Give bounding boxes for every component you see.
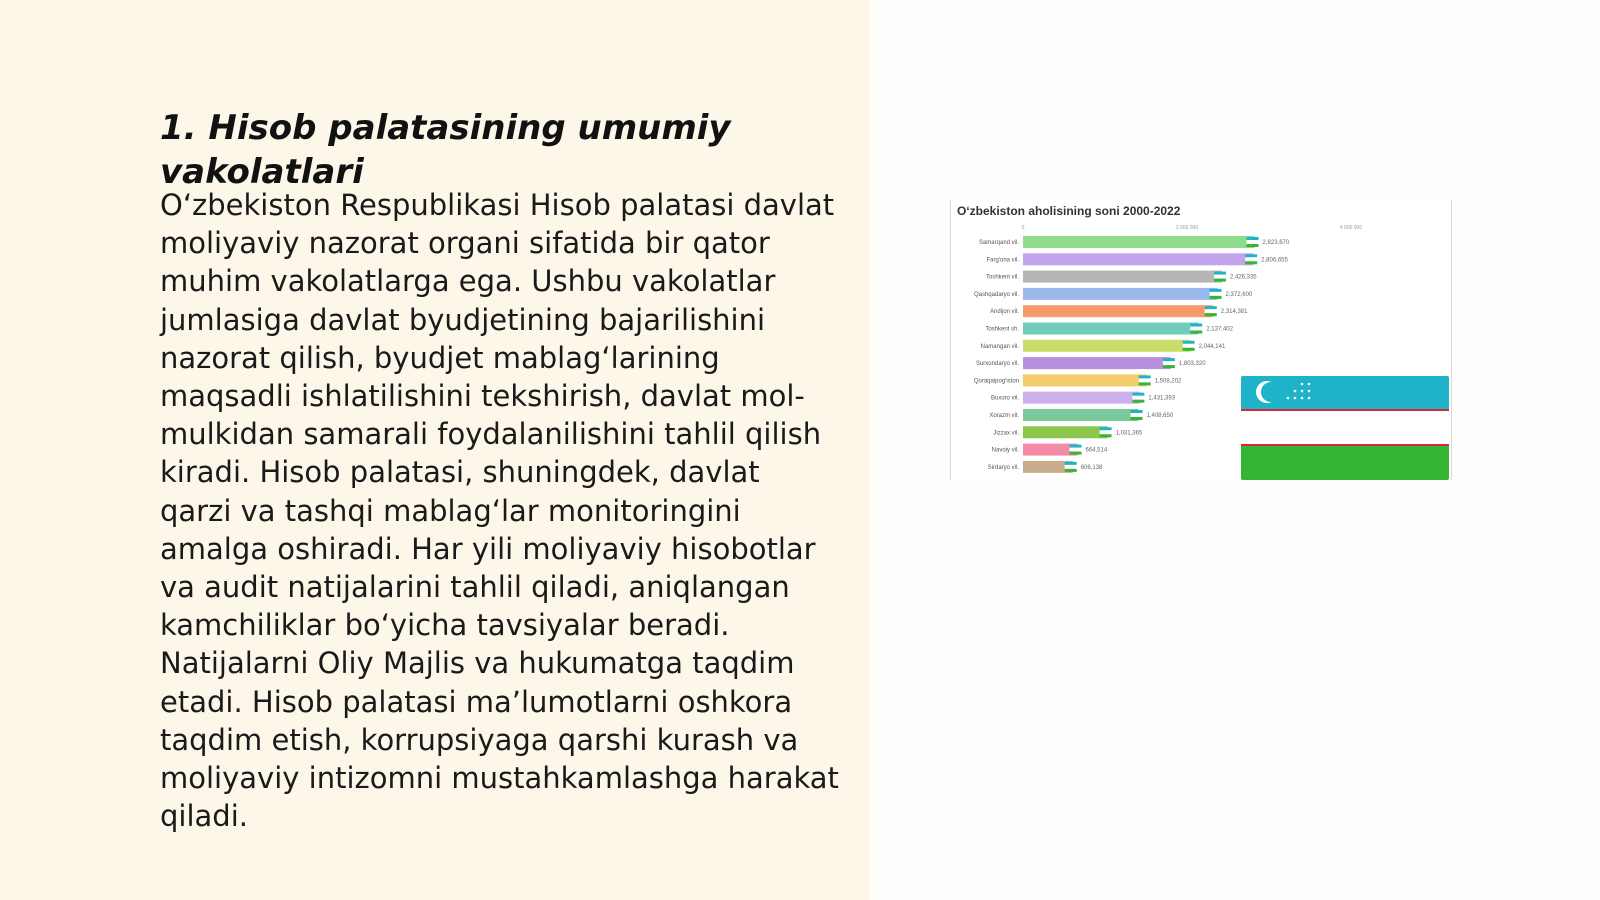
flag-star-icon [1287, 397, 1290, 400]
bar [1023, 444, 1077, 456]
chart-title: O‘zbekiston aholisining soni 2000-2022 [957, 204, 1181, 218]
category-label: Namangan vil. [980, 343, 1019, 350]
slide-heading: 1. Hisob palatasining umumiy vakolatlari [160, 108, 731, 192]
value-label: 664,514 [1085, 447, 1108, 454]
bar [1023, 426, 1108, 438]
flag-star-icon [1294, 397, 1297, 400]
value-label: 1,508,202 [1154, 378, 1182, 385]
bar [1023, 409, 1139, 421]
flag-star-icon [1294, 390, 1297, 393]
category-label: Toshkent vil. [985, 274, 1019, 281]
flag-badge-icon [1214, 272, 1226, 282]
value-label: 2,823,670 [1262, 240, 1290, 246]
value-label: 1,408,650 [1146, 413, 1174, 419]
x-tick-label: 2 000 000 [1175, 225, 1199, 231]
category-label: Samarqand vil. [978, 240, 1019, 246]
flag-badge-icon [1132, 393, 1144, 403]
category-label: Andijon vil. [989, 309, 1019, 316]
flag-star-icon [1301, 383, 1304, 386]
category-label: Qoraqalpog'iston [973, 378, 1019, 385]
category-label: Xorazm vil. [989, 413, 1019, 419]
value-label: 2,372,600 [1225, 291, 1253, 298]
flag-badge-icon [1069, 445, 1081, 455]
bar [1023, 340, 1191, 352]
bar [1023, 357, 1171, 369]
flag-badge-icon [1205, 306, 1217, 316]
category-label: Farg'ona vil. [986, 257, 1019, 264]
flag-badge-icon [1139, 375, 1151, 385]
uzbekistan-flag [1241, 376, 1449, 480]
flag-star-icon [1301, 390, 1304, 393]
population-chart-image [950, 200, 1452, 480]
slide-body-text: O‘zbekiston Respublikasi Hisob palatasi davlat moliyaviy nazorat organi sifatida bir qator muhim vakolatlarga ega. Ushbu vakolatlar jumlasiga davlat byudjetining bajarilishini nazorat qilish, byudjet mablag‘larining maqsadli ishlatilishini tekshirish, davlat mol-mulkidan samarali foydalanilishini tahlil qilish kiradi. Hisob palatasi, shuningdek, davlat qarzi va tashqi mablag‘lar monitoringini amalga oshiradi. Har yili moliyaviy hisobotlar va audit natijalarini tahlil qiladi, aniqlangan kamchiliklar bo‘yicha tavsiyalar beradi. Natijalarni Oliy Majlis va hukumatga taqdim etadi. Hisob palatasi ma’lumotlarni oshkora taqdim etish, korrupsiyaga qarshi kurash va moliyaviy intizomni mustahkamlashga harakat qiladi. [160, 188, 839, 834]
flag-badge-icon [1065, 462, 1077, 472]
bar [1023, 253, 1253, 265]
bar [1023, 288, 1218, 300]
value-label: 1,803,320 [1178, 361, 1206, 368]
bar [1023, 374, 1147, 386]
category-label: Surxondaryo vil. [975, 361, 1019, 368]
flag-badge-icon [1163, 358, 1175, 368]
category-label: Qashqadaryo vil. [973, 291, 1019, 298]
value-label: 1,031,365 [1115, 430, 1143, 437]
flag-crescent-stars-icon [1241, 376, 1341, 409]
value-label: 2,314,381 [1220, 309, 1248, 316]
x-tick-label: 0 [1021, 225, 1025, 231]
flag-badge-icon [1183, 341, 1195, 351]
category-label: Toshkent sh. [985, 326, 1019, 333]
bar [1023, 305, 1213, 317]
category-label: Jizzax vil. [993, 430, 1019, 437]
bar [1023, 271, 1222, 283]
flag-badge-icon [1100, 427, 1112, 437]
value-label: 2,806,655 [1261, 257, 1288, 264]
flag-star-icon [1308, 397, 1311, 400]
flag-badge-icon [1210, 289, 1222, 299]
value-label: 2,137,402 [1206, 326, 1233, 333]
flag-star-icon [1308, 383, 1311, 386]
flag-badge-icon [1247, 237, 1259, 247]
flag-badge-icon [1190, 324, 1202, 334]
category-label: Buxoro vil. [990, 395, 1019, 402]
category-label: Navoiy vil. [991, 447, 1019, 454]
flag-star-icon [1308, 390, 1311, 393]
value-label: 1,431,393 [1148, 395, 1176, 402]
category-label: Sirdaryo vil. [987, 464, 1019, 471]
flag-badge-icon [1131, 410, 1143, 420]
bar [1023, 236, 1255, 248]
value-label: 2,426,335 [1229, 274, 1257, 281]
flag-white-stripe [1241, 411, 1449, 444]
x-tick-label: 4 000 000 [1339, 225, 1363, 231]
value-label: 606,138 [1080, 464, 1103, 471]
value-label: 2,044,141 [1198, 343, 1226, 350]
flag-star-icon [1301, 397, 1304, 400]
flag-green-stripe [1241, 446, 1449, 480]
bar [1023, 392, 1140, 404]
bar [1023, 323, 1198, 335]
flag-badge-icon [1245, 254, 1257, 264]
